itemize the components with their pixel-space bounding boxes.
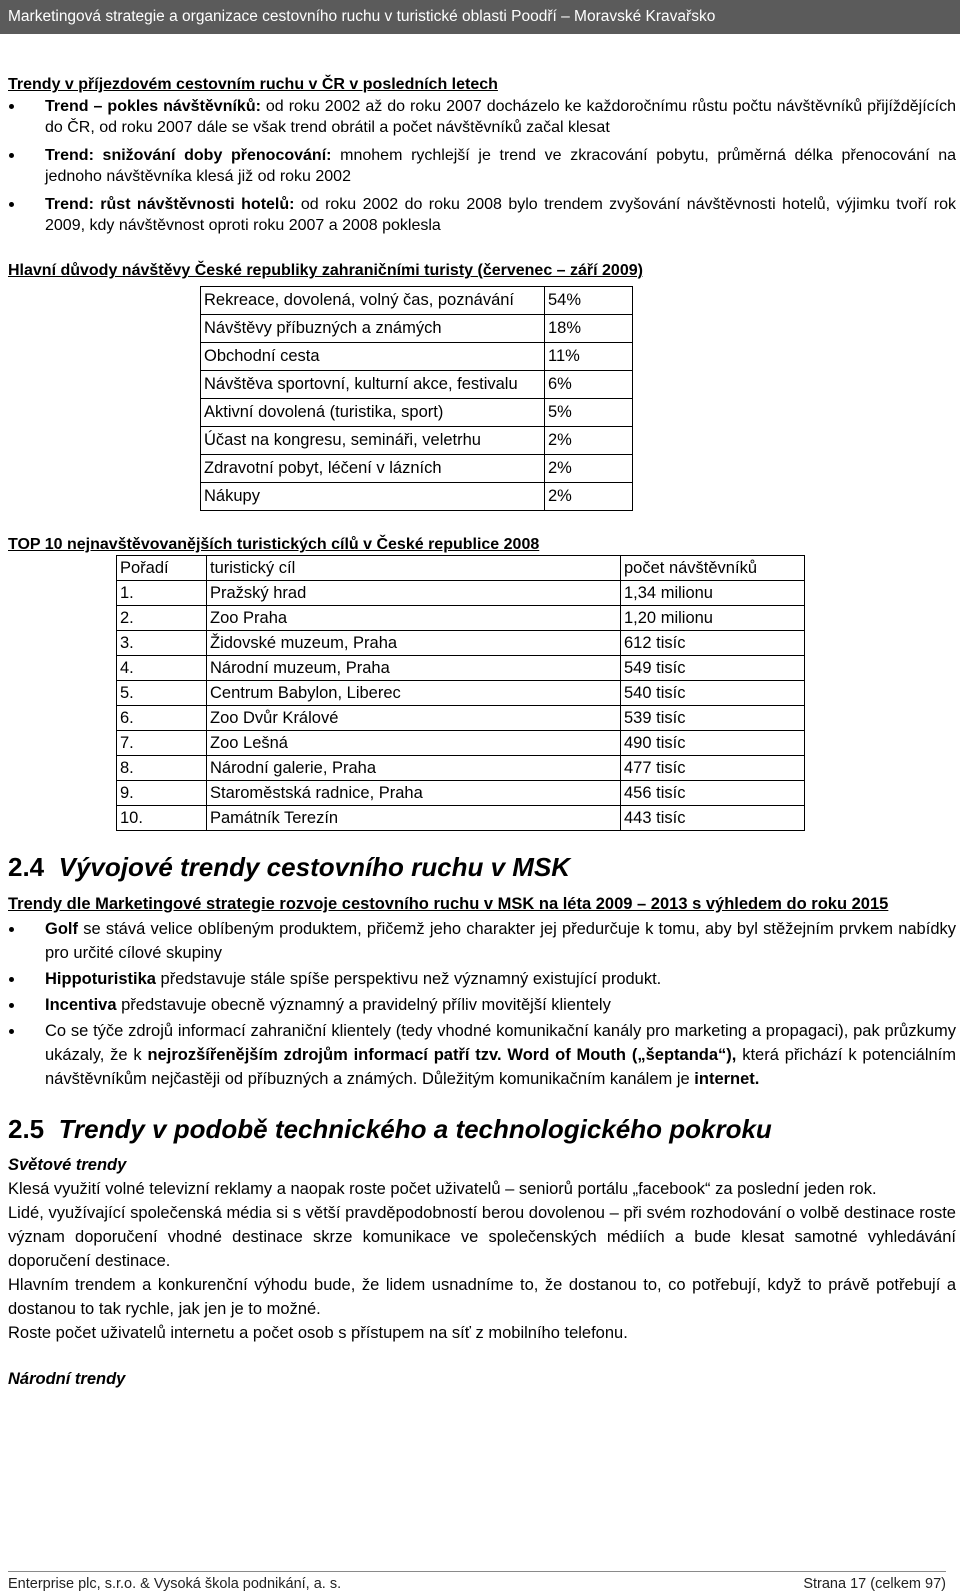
column-header: Pořadí <box>117 556 207 581</box>
table-row <box>117 756 805 781</box>
rank-cell: 1. <box>117 581 207 606</box>
rank-cell: 9. <box>117 781 207 806</box>
target-cell: Národní galerie, Praha <box>207 756 621 781</box>
share-cell: 5% <box>545 399 633 427</box>
visitors-cell: 1,34 milionu <box>621 581 805 606</box>
table-row <box>201 483 633 511</box>
world-trends-heading: Světové trendy <box>8 1156 127 1174</box>
table-row <box>201 287 633 315</box>
section-24-list <box>8 917 956 1091</box>
item-text: se stává velice oblíbeným produktem, přičemž jeho charakter jej předurčuje k tomu, aby byl stěžejním prvkem nabídky pro určité cílové skupiny <box>45 920 956 962</box>
table-row <box>117 706 805 731</box>
target-cell: Zoo Lešná <box>207 731 621 756</box>
reason-cell: Rekreace, dovolená, volný čas, poznávání <box>201 287 545 315</box>
item-bold: Golf <box>45 920 78 938</box>
visitors-cell: 1,20 milionu <box>621 606 805 631</box>
target-cell: Staroměstská radnice, Praha <box>207 781 621 806</box>
reason-cell: Návštěva sportovní, kulturní akce, festivalu <box>201 371 545 399</box>
rank-cell: 4. <box>117 656 207 681</box>
page-header <box>0 0 960 34</box>
reason-cell: Nákupy <box>201 483 545 511</box>
section-24-heading <box>8 851 956 883</box>
item-text: od roku 2002 až do roku 2007 docházelo ke každoročnímu růstu počtu návštěvníků přijíždějících do ČR, od roku 2007 dále se však trend obrátil a počet návštěvníků začal klesat <box>45 98 957 136</box>
header-title: Marketingová strategie a organizace cestovního ruchu v turistické oblasti Poodří – Moravské Kravařsko <box>8 8 716 25</box>
rank-cell: 7. <box>117 731 207 756</box>
visitors-cell: 540 tisíc <box>621 681 805 706</box>
table-row <box>117 806 805 831</box>
list-item <box>8 96 956 138</box>
reason-cell: Obchodní cesta <box>201 343 545 371</box>
reasons-table <box>200 286 633 511</box>
item-text: která přichází k potenciálním návštěvníkům nejčastěji od příbuzných a známých. Důležitým komunikačním kanálem je <box>45 1046 956 1088</box>
reason-cell: Aktivní dovolená (turistika, sport) <box>201 399 545 427</box>
item-text: od roku 2002 do roku 2008 bylo trendem zvyšování návštěvnosti hotelů, výjimku tvoří rok 2009, kdy návštěvnost oproti roku 2007 a 2008 poklesla <box>45 196 956 234</box>
section-number: 2.4 <box>8 852 45 882</box>
footer-company: Enterprise plc, s.r.o. & Vysoká škola podnikání, a. s. <box>8 1576 342 1592</box>
share-cell: 6% <box>545 371 633 399</box>
document-body <box>8 74 956 1391</box>
item-bold: internet. <box>694 1070 760 1088</box>
rank-cell: 10. <box>117 806 207 831</box>
share-cell: 2% <box>545 427 633 455</box>
item-bold: Trend – pokles návštěvníků: <box>45 98 261 115</box>
paragraph: Roste počet uživatelů internetu a počet osob s přístupem na síť z mobilního telefonu. <box>8 1324 628 1342</box>
visitors-cell: 456 tisíc <box>621 781 805 806</box>
item-text: Co se týče zdrojů informací zahraniční klientely (tedy vhodné komunikační kanály pro marketing a propagaci), pak průzkumy ukázaly, že k <box>45 1022 956 1064</box>
footer-page-number: Strana 17 (celkem 97) <box>803 1576 946 1592</box>
table-row <box>117 681 805 706</box>
list-item <box>8 194 956 236</box>
rank-cell: 5. <box>117 681 207 706</box>
trends-arrivals-heading: Trendy v příjezdovém cestovním ruchu v ČR v posledních letech <box>8 76 498 93</box>
section-number: 2.5 <box>8 1114 45 1144</box>
target-cell: Centrum Babylon, Liberec <box>207 681 621 706</box>
table-row <box>117 606 805 631</box>
reason-cell: Účast na kongresu, semináři, veletrhu <box>201 427 545 455</box>
item-bold: nejrozšířenějším zdrojům informací patří tzv. Word of Mouth („šeptanda“), <box>147 1046 737 1064</box>
rank-cell: 6. <box>117 706 207 731</box>
table-row <box>117 731 805 756</box>
list-item <box>8 993 956 1017</box>
rank-cell: 3. <box>117 631 207 656</box>
target-cell: Zoo Praha <box>207 606 621 631</box>
table-row <box>117 631 805 656</box>
item-bold: Hippoturistika <box>45 970 156 988</box>
table-header-row <box>117 556 805 581</box>
table-row <box>201 399 633 427</box>
column-header: turistický cíl <box>207 556 621 581</box>
share-cell: 2% <box>545 455 633 483</box>
top10-table <box>116 555 805 831</box>
reason-cell: Zdravotní pobyt, léčení v lázních <box>201 455 545 483</box>
list-item <box>8 145 956 187</box>
table-row <box>201 343 633 371</box>
target-cell: Zoo Dvůr Králové <box>207 706 621 731</box>
list-item <box>8 917 956 965</box>
visitors-cell: 477 tisíc <box>621 756 805 781</box>
target-cell: Pražský hrad <box>207 581 621 606</box>
national-trends-heading: Národní trendy <box>8 1370 126 1388</box>
item-text: představuje obecně významný a pravidelný příliv movitější klientely <box>116 996 611 1014</box>
share-cell: 18% <box>545 315 633 343</box>
share-cell: 2% <box>545 483 633 511</box>
section-24-subheading: Trendy dle Marketingové strategie rozvoje cestovního ruchu v MSK na léta 2009 – 2013 s výhledem do roku 2015 <box>8 895 889 913</box>
table-row <box>117 656 805 681</box>
table-row <box>201 455 633 483</box>
item-text: představuje stále spíše perspektivu než významný existující produkt. <box>155 970 662 988</box>
paragraph: Klesá využití volné televizní reklamy a naopak roste počet uživatelů – seniorů portálu „facebook“ za poslední jeden rok. <box>8 1180 877 1198</box>
target-cell: Památník Terezín <box>207 806 621 831</box>
item-bold: Incentiva <box>45 996 117 1014</box>
reasons-heading: Hlavní důvody návštěvy České republiky zahraničními turisty (červenec – září 2009) <box>8 262 643 279</box>
section-title: Vývojové trendy cestovního ruchu v MSK <box>58 852 571 882</box>
share-cell: 11% <box>545 343 633 371</box>
table-row <box>201 371 633 399</box>
visitors-cell: 612 tisíc <box>621 631 805 656</box>
table-row <box>117 581 805 606</box>
list-item <box>8 1019 956 1091</box>
list-item <box>8 967 956 991</box>
visitors-cell: 490 tisíc <box>621 731 805 756</box>
item-text: mnohem rychlejší je trend ve zkracování pobytu, průměrná délka přenocování na jednoho návštěvníka klesá již od roku 2002 <box>45 147 957 185</box>
paragraph: Hlavním trendem a konkurenční výhodu bude, že lidem usnadníme to, že dostanou to, co potřebují, když to právě potřebují a dostanou to tak rychle, jak jen je to možné. <box>8 1276 956 1318</box>
section-title: Trendy v podobě technického a technologického pokroku <box>58 1114 772 1144</box>
reason-cell: Návštěvy příbuzných a známých <box>201 315 545 343</box>
item-bold: Trend: snižování doby přenocování: <box>45 147 332 164</box>
column-header: počet návštěvníků <box>621 556 805 581</box>
trends-arrivals-list <box>8 96 956 236</box>
table-row <box>201 427 633 455</box>
rank-cell: 2. <box>117 606 207 631</box>
section-25-heading <box>8 1113 956 1145</box>
target-cell: Národní muzeum, Praha <box>207 656 621 681</box>
page-footer <box>8 1571 946 1592</box>
rank-cell: 8. <box>117 756 207 781</box>
visitors-cell: 443 tisíc <box>621 806 805 831</box>
item-bold: Trend: růst návštěvnosti hotelů: <box>45 196 295 213</box>
table-row <box>117 781 805 806</box>
share-cell: 54% <box>545 287 633 315</box>
visitors-cell: 539 tisíc <box>621 706 805 731</box>
paragraph: Lidé, využívající společenská média si s větší pravděpodobností berou dovolenou – při svém rozhodování o volbě destinace roste význam doporučení vhodné destinace skrze komunikace ve společenských médiích a bude klesat samotné vyhledávání doporučení destinace. <box>8 1204 956 1270</box>
top10-heading: TOP 10 nejnavštěvovanějších turistických cílů v České republice 2008 <box>8 536 540 553</box>
visitors-cell: 549 tisíc <box>621 656 805 681</box>
table-row <box>201 315 633 343</box>
target-cell: Židovské muzeum, Praha <box>207 631 621 656</box>
